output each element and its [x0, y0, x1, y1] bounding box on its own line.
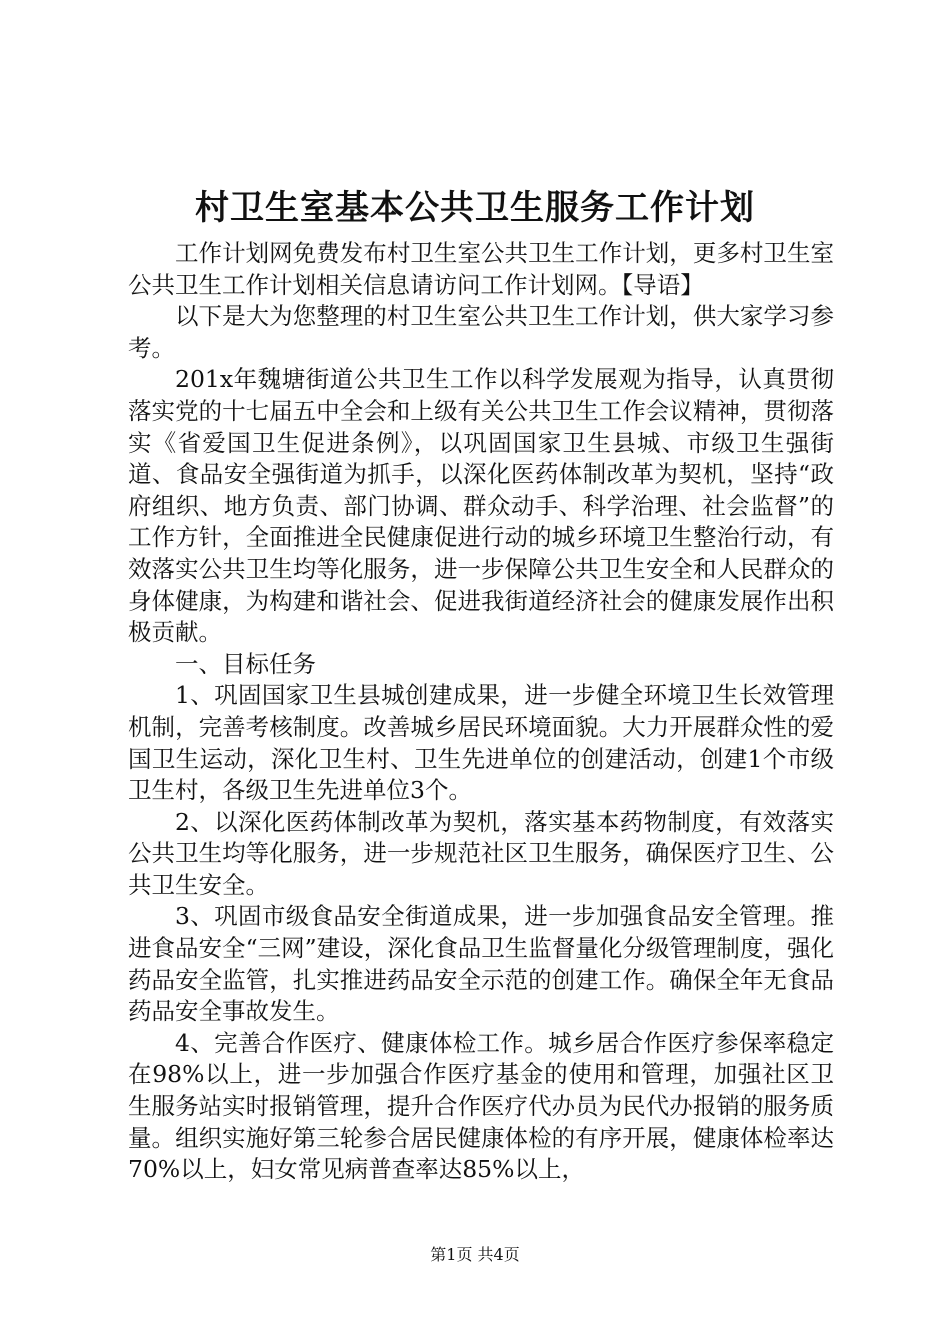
paragraph-goal-1: 1、巩固国家卫生县城创建成果，进一步健全环境卫生长效管理机制，完善考核制度。改善城乡居民环境面貌。大力开展群众性的爱国卫生运动，深化卫生村、卫生先进单位的创建活动，创建1个市级卫生村，各级卫生先进单位3个。 [128, 681, 834, 805]
document-title: 村卫生室基本公共卫生服务工作计划 [195, 188, 755, 228]
paragraph-preface: 以下是大为您整理的村卫生室公共卫生工作计划，供大家学习参考。 [128, 302, 834, 362]
paragraph-intro: 工作计划网免费发布村卫生室公共卫生工作计划，更多村卫生室公共卫生工作计划相关信息请访问工作计划网。【导语】 [128, 239, 834, 299]
paragraph-goal-2: 2、以深化医药体制改革为契机，落实基本药物制度，有效落实公共卫生均等化服务，进一步规范社区卫生服务，确保医疗卫生、公共卫生安全。 [128, 807, 834, 899]
paragraph-goal-3: 3、巩固市级食品安全街道成果，进一步加强食品安全管理。推进食品安全“三网”建设，深化食品卫生监督量化分级管理制度，强化药品安全监管，扎实推进药品安全示范的创建工作。确保全年无食品药品安全事故发生。 [128, 902, 834, 1026]
paragraph-goal-4: 4、完善合作医疗、健康体检工作。城乡居合作医疗参保率稳定在98%以上，进一步加强合作医疗基金的使用和管理，加强社区卫生服务站实时报销管理，提升合作医疗代办员为民代办报销的服务质量。组织实施好第三轮参合居民健康体检的有序开展，健康体检率达70%以上，妇女常见病普查率达85%以上， [128, 1028, 834, 1184]
document-body [128, 238, 834, 1186]
page-footer: 第1页 共4页 [430, 1245, 520, 1264]
section-heading-goals: 一、目标任务 [175, 649, 316, 678]
paragraph-overview: 201x年魏塘街道公共卫生工作以科学发展观为指导，认真贯彻落实党的十七届五中全会和上级有关公共卫生工作会议精神，贯彻落实《省爱国卫生促进条例》，以巩固国家卫生县城、市级卫生强街道、食品安全强街道为抓手，以深化医药体制改革为契机，坚持“政府组织、地方负责、部门协调、群众动手、科学治理、社会监督”的工作方针，全面推进全民健康促进行动的城乡环境卫生整治行动，有效落实公共卫生均等化服务，进一步保障公共卫生安全和人民群众的身体健康，为构建和谐社会、促进我街道经济社会的健康发展作出积极贡献。 [128, 365, 834, 647]
